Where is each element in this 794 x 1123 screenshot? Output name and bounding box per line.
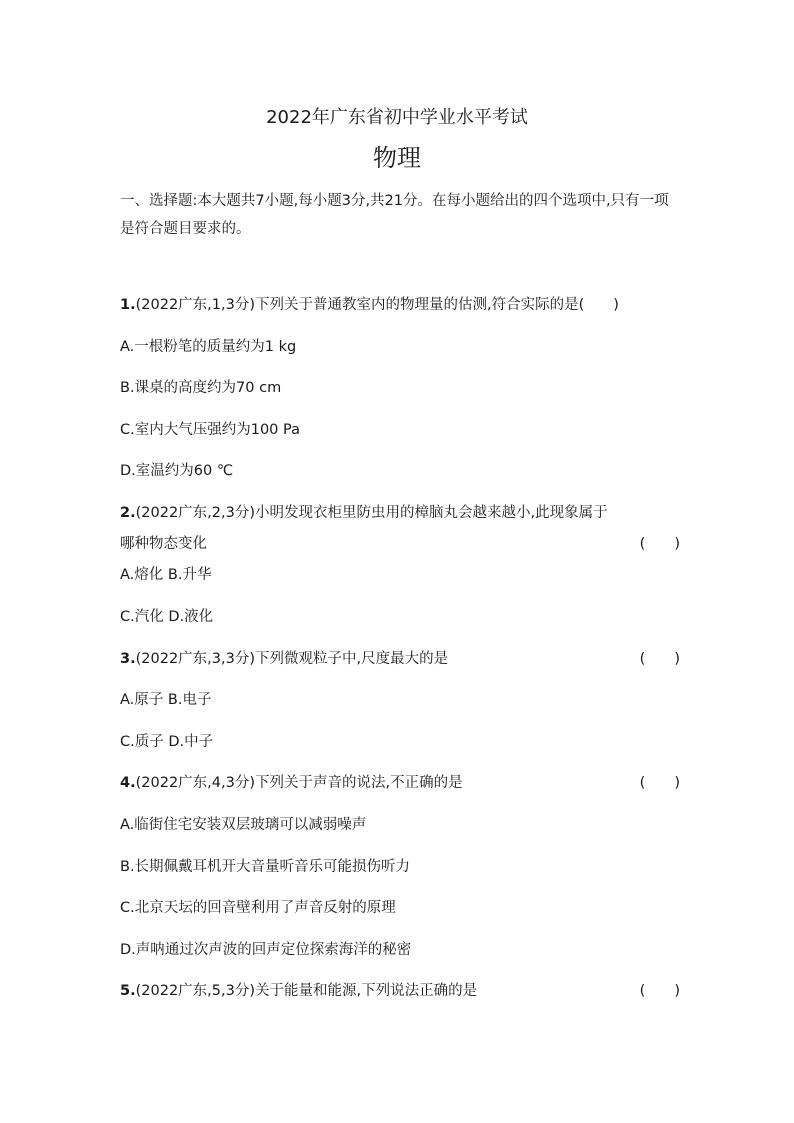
answer-blank: ( ) [639, 536, 680, 552]
question-stem: (2022广东,5,3分)关于能量和能源,下列说法正确的是 [135, 983, 478, 999]
question-1 [120, 294, 680, 316]
question-2 [120, 502, 680, 524]
question-3 [120, 648, 680, 670]
question-number: 5. [120, 983, 136, 999]
option-3ab: A.原子 B.电子 [120, 692, 212, 708]
option-3cd: C.质子 D.中子 [120, 734, 214, 750]
question-number: 2. [120, 505, 136, 521]
exam-title: 2022年广东省初中学业水平考试 [266, 107, 528, 128]
option-4b: B.长期佩戴耳机开大音量听音乐可能损伤听力 [120, 859, 411, 875]
option-4a: A.临街住宅安装双层玻璃可以减弱噪声 [120, 817, 367, 833]
question-stem: (2022广东,3,3分)下列微观粒子中,尺度最大的是 [135, 651, 449, 667]
question-stem-line1: (2022广东,2,3分)小明发现衣柜里防虫用的樟脑丸会越来越小,此现象属于 [135, 505, 608, 521]
question-number: 3. [120, 651, 136, 667]
question-stem: (2022广东,1,3分)下列关于普通教室内的物理量的估测,符合实际的是( ) [135, 297, 619, 313]
option-4c: C.北京天坛的回音壁利用了声音反射的原理 [120, 900, 396, 916]
question-stem: (2022广东,4,3分)下列关于声音的说法,不正确的是 [135, 775, 463, 791]
question-stem-line2: 哪种物态变化 [120, 536, 207, 552]
answer-blank: ( ) [639, 775, 680, 791]
answer-blank: ( ) [639, 651, 680, 667]
option-4d: D.声呐通过次声波的回声定位探索海洋的秘密 [120, 942, 412, 958]
section-instructions: 一、选择题:本大题共7小题,每小题3分,共21分。在每小题给出的四个选项中,只有一项是符合题目要求的。 [120, 193, 669, 237]
subject-title: 物理 [373, 144, 421, 172]
option-1a: A.一根粉笔的质量约为1 kg [120, 339, 297, 355]
question-number: 1. [120, 297, 136, 313]
option-2cd: C.汽化 D.液化 [120, 609, 214, 625]
option-1b: B.课桌的高度约为70 cm [120, 380, 282, 396]
question-2-line2 [120, 533, 680, 555]
option-1c: C.室内大气压强约为100 Pa [120, 422, 300, 438]
option-2ab: A.熔化 B.升华 [120, 567, 212, 583]
question-5 [120, 980, 680, 1002]
question-number: 4. [120, 775, 136, 791]
question-4 [120, 772, 680, 794]
option-1d: D.室温约为60 ℃ [120, 463, 234, 479]
answer-blank: ( ) [639, 983, 680, 999]
